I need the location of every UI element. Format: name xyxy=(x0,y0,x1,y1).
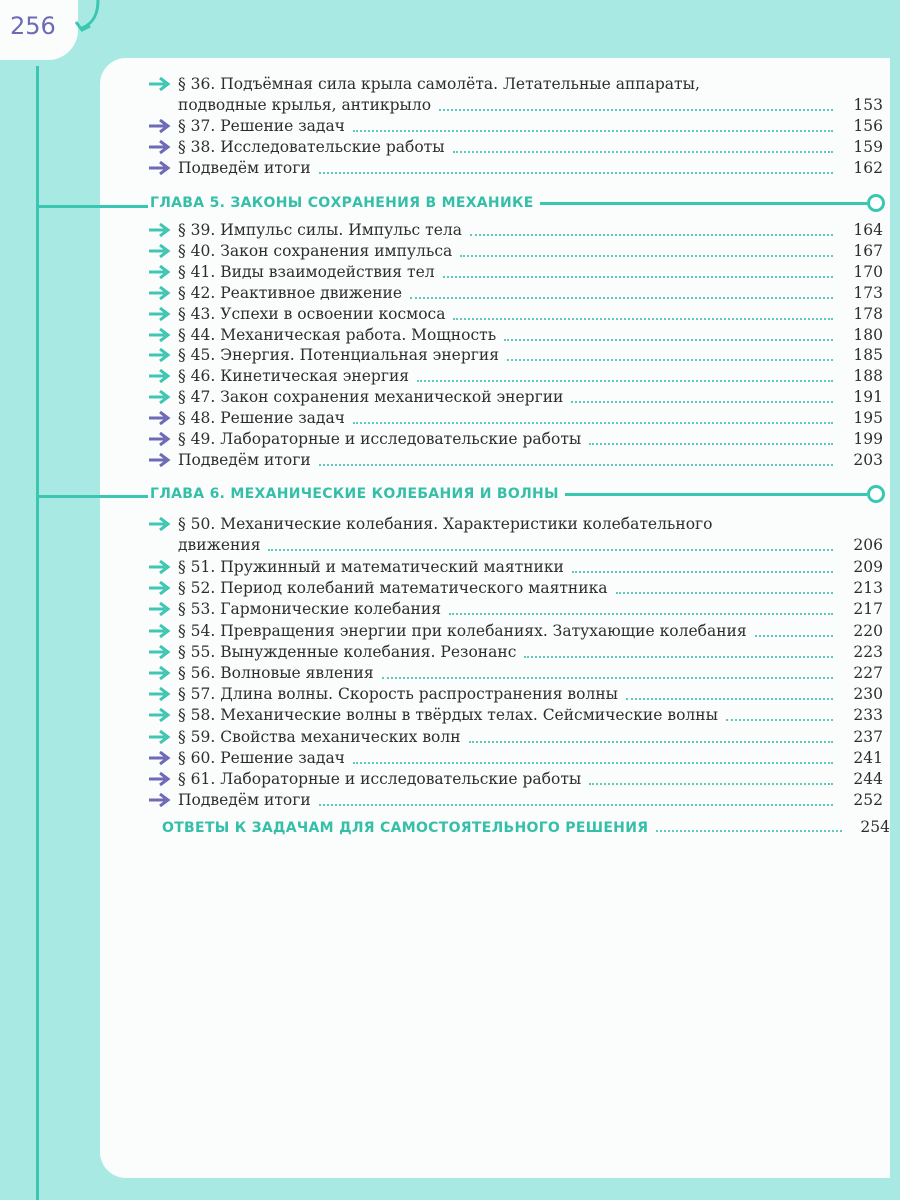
toc-entry[interactable] xyxy=(148,325,883,346)
entry-title: Подведём итоги xyxy=(178,450,311,469)
arrow-icon xyxy=(148,77,172,91)
entry-page-number: 203 xyxy=(853,450,883,469)
entry-page-number: 252 xyxy=(853,791,883,810)
dot-leader xyxy=(589,443,833,445)
entry-page-number: 241 xyxy=(853,748,883,767)
entry-page-number: 209 xyxy=(853,558,883,576)
arrow-icon xyxy=(148,666,172,680)
toc-entry[interactable] xyxy=(148,283,883,304)
dot-leader xyxy=(755,635,833,637)
entry-page-number: 244 xyxy=(853,770,883,788)
entry-page-number: 178 xyxy=(853,304,883,323)
toc-entry[interactable] xyxy=(148,642,883,663)
entry-title: § 58. Механические волны в твёрдых телах. Сейсмические волны xyxy=(178,706,718,725)
entry-title: § 42. Реактивное движение xyxy=(178,283,403,302)
toc-entry[interactable] xyxy=(148,387,883,408)
dot-leader xyxy=(504,339,833,341)
entry-title: § 40. Закон сохранения импульса xyxy=(178,241,453,260)
dot-leader xyxy=(439,109,833,111)
chapter-heading-dot-icon xyxy=(867,485,885,503)
entry-title: § 44. Механическая работа. Мощность xyxy=(178,325,497,344)
entry-page-number: 230 xyxy=(853,685,883,704)
toc-entry[interactable] xyxy=(148,304,883,325)
arrow-icon xyxy=(148,751,172,765)
arrow-icon xyxy=(148,286,172,300)
entry-title: § 60. Решение задач xyxy=(178,748,345,767)
entry-title: § 46. Кинетическая энергия xyxy=(178,367,410,386)
arrow-icon xyxy=(148,348,172,362)
toc-entry[interactable] xyxy=(148,74,883,116)
page-number: 256 xyxy=(10,12,56,40)
toc-entry[interactable] xyxy=(148,790,883,811)
arrow-icon xyxy=(148,369,172,383)
entry-title: § 51. Пружинный и математический маятники xyxy=(178,558,564,576)
entry-page-number: 185 xyxy=(853,346,883,365)
arrow-icon xyxy=(148,730,172,744)
toc-entry[interactable] xyxy=(148,158,883,179)
arrow-icon xyxy=(148,708,172,722)
entry-title: § 56. Волновые явления xyxy=(178,664,374,682)
answers-entry[interactable] xyxy=(162,818,890,836)
chapter-heading-rule xyxy=(540,202,867,205)
arrow-icon xyxy=(148,560,172,574)
entry-page-number: 191 xyxy=(853,388,883,407)
dot-leader xyxy=(469,741,833,743)
entry-page-number: 180 xyxy=(853,325,883,344)
toc-entry[interactable] xyxy=(148,599,883,620)
entry-page-number: 153 xyxy=(853,96,883,114)
chapter-heading-rule xyxy=(565,493,867,496)
entry-page-number: 162 xyxy=(853,159,883,177)
arrow-icon xyxy=(148,411,172,425)
arrow-icon xyxy=(148,517,172,531)
entry-title: § 48. Решение задач xyxy=(178,409,345,428)
entry-title: § 50. Механические колебания. Характеристики колебательного xyxy=(178,515,713,533)
dot-leader xyxy=(268,549,833,551)
chapter-heading-title: ГЛАВА 5. ЗАКОНЫ СОХРАНЕНИЯ В МЕХАНИКЕ xyxy=(150,195,534,211)
dot-leader xyxy=(319,804,833,806)
answers-page-number: 254 xyxy=(860,818,890,836)
entry-page-number: 170 xyxy=(853,262,883,281)
toc-entry[interactable] xyxy=(148,450,883,471)
toc-entry[interactable] xyxy=(148,220,883,241)
toc-entry[interactable] xyxy=(148,514,883,556)
entry-title: § 36. Подъёмная сила крыла самолёта. Летательные аппараты, xyxy=(178,75,700,93)
entry-page-number: 206 xyxy=(853,536,883,554)
dot-leader xyxy=(417,380,833,382)
dot-leader xyxy=(726,719,833,721)
arrow-icon xyxy=(148,687,172,701)
arrow-icon xyxy=(148,223,172,237)
entry-page-number: 233 xyxy=(853,706,883,725)
arrow-icon xyxy=(148,602,172,616)
entry-page-number: 227 xyxy=(853,664,883,682)
entry-page-number: 159 xyxy=(853,138,883,156)
arrow-icon xyxy=(148,581,172,595)
dot-leader xyxy=(470,234,833,236)
dot-leader xyxy=(453,318,833,320)
entry-page-number: 156 xyxy=(853,117,883,135)
toc-entry[interactable] xyxy=(148,345,883,366)
entry-page-number: 167 xyxy=(853,241,883,260)
entry-title: § 37. Решение задач xyxy=(178,117,345,135)
dot-leader xyxy=(616,592,833,594)
arrow-icon xyxy=(148,119,172,133)
arrow-icon xyxy=(148,390,172,404)
dot-leader xyxy=(571,401,833,403)
entry-title: § 45. Энергия. Потенциальная энергия xyxy=(178,346,499,365)
entry-title: Подведём итоги xyxy=(178,791,311,810)
arrow-icon xyxy=(148,307,172,321)
arrow-icon xyxy=(148,793,172,807)
dot-leader xyxy=(460,255,833,257)
entry-title-continued: движения xyxy=(178,536,261,554)
entry-title-continued: подводные крылья, антикрыло xyxy=(178,96,432,114)
answers-title: ОТВЕТЫ К ЗАДАЧАМ ДЛЯ САМОСТОЯТЕЛЬНОГО РЕШЕНИЯ xyxy=(162,820,649,836)
arrow-icon xyxy=(148,645,172,659)
toc-entry[interactable] xyxy=(148,727,883,748)
arrow-icon xyxy=(148,161,172,175)
toc-entry[interactable] xyxy=(148,262,883,283)
entry-title: § 53. Гармонические колебания xyxy=(178,600,442,619)
entry-page-number: 199 xyxy=(853,430,883,448)
toc-entry[interactable] xyxy=(148,408,883,429)
entry-page-number: 217 xyxy=(853,600,883,619)
toc-entry[interactable] xyxy=(148,621,883,642)
arrow-icon xyxy=(148,244,172,258)
dot-leader xyxy=(589,783,833,785)
entry-page-number: 188 xyxy=(853,367,883,386)
dot-leader xyxy=(626,698,833,700)
arrow-icon xyxy=(148,453,172,467)
entry-page-number: 195 xyxy=(853,409,883,428)
entry-title: § 41. Виды взаимодействия тел xyxy=(178,262,435,281)
toc-entry[interactable] xyxy=(148,366,883,387)
chapter-heading-dot-icon xyxy=(867,194,885,212)
dot-leader xyxy=(353,762,833,764)
dot-leader xyxy=(524,656,833,658)
arrow-icon xyxy=(148,328,172,342)
dot-leader xyxy=(410,297,833,299)
toc-entry[interactable] xyxy=(148,557,883,578)
entry-page-number: 173 xyxy=(853,283,883,302)
entry-page-number: 213 xyxy=(853,579,883,598)
arrow-icon xyxy=(148,265,172,279)
entry-page-number: 220 xyxy=(853,621,883,640)
toc-entry[interactable] xyxy=(148,137,883,158)
dot-leader xyxy=(572,571,833,573)
toc-entry[interactable] xyxy=(148,748,883,769)
arrow-icon xyxy=(148,624,172,638)
dot-leader xyxy=(449,613,833,615)
entry-page-number: 223 xyxy=(853,642,883,661)
entry-title: § 39. Импульс силы. Импульс тела xyxy=(178,221,462,239)
entry-title: § 54. Превращения энергии при колебаниях. Затухающие колебания xyxy=(178,621,747,640)
dot-leader xyxy=(353,130,833,132)
arrow-icon xyxy=(148,140,172,154)
toc-entry[interactable] xyxy=(148,578,883,599)
dot-leader xyxy=(443,276,833,278)
entry-title: § 57. Длина волны. Скорость распространения волны xyxy=(178,685,619,704)
dot-leader xyxy=(453,151,833,153)
dot-leader xyxy=(319,172,833,174)
toc-entry[interactable] xyxy=(148,429,883,450)
toc-entry[interactable] xyxy=(148,684,883,705)
chapter5-heading xyxy=(150,193,885,213)
chapter-heading-title: ГЛАВА 6. МЕХАНИЧЕСКИЕ КОЛЕБАНИЯ И ВОЛНЫ xyxy=(150,486,559,502)
entry-title: § 52. Период колебаний математического маятника xyxy=(178,579,608,598)
entry-title: § 38. Исследовательские работы xyxy=(178,138,445,156)
toc-entry[interactable] xyxy=(148,116,883,137)
entry-title: § 49. Лабораторные и исследовательские работы xyxy=(178,430,582,448)
dot-leader xyxy=(382,677,833,679)
dot-leader xyxy=(353,422,833,424)
arrow-icon xyxy=(148,772,172,786)
entry-title: Подведём итоги xyxy=(178,159,311,177)
dot-leader xyxy=(656,830,842,832)
dot-leader xyxy=(319,464,833,466)
entry-page-number: 164 xyxy=(853,221,883,239)
entry-title: § 47. Закон сохранения механической энергии xyxy=(178,388,564,407)
arrow-icon xyxy=(148,432,172,446)
entry-page-number: 237 xyxy=(853,727,883,746)
dot-leader xyxy=(507,359,833,361)
entry-title: § 55. Вынужденные колебания. Резонанс xyxy=(178,642,517,661)
chapter6-heading xyxy=(150,484,885,504)
entry-title: § 43. Успехи в освоении космоса xyxy=(178,304,446,323)
entry-title: § 59. Свойства механических волн xyxy=(178,727,461,746)
toc-entry[interactable] xyxy=(148,769,883,790)
toc-entry[interactable] xyxy=(148,705,883,726)
toc-entry[interactable] xyxy=(148,241,883,262)
toc-entry[interactable] xyxy=(148,663,883,684)
entry-title: § 61. Лабораторные и исследовательские работы xyxy=(178,770,582,788)
